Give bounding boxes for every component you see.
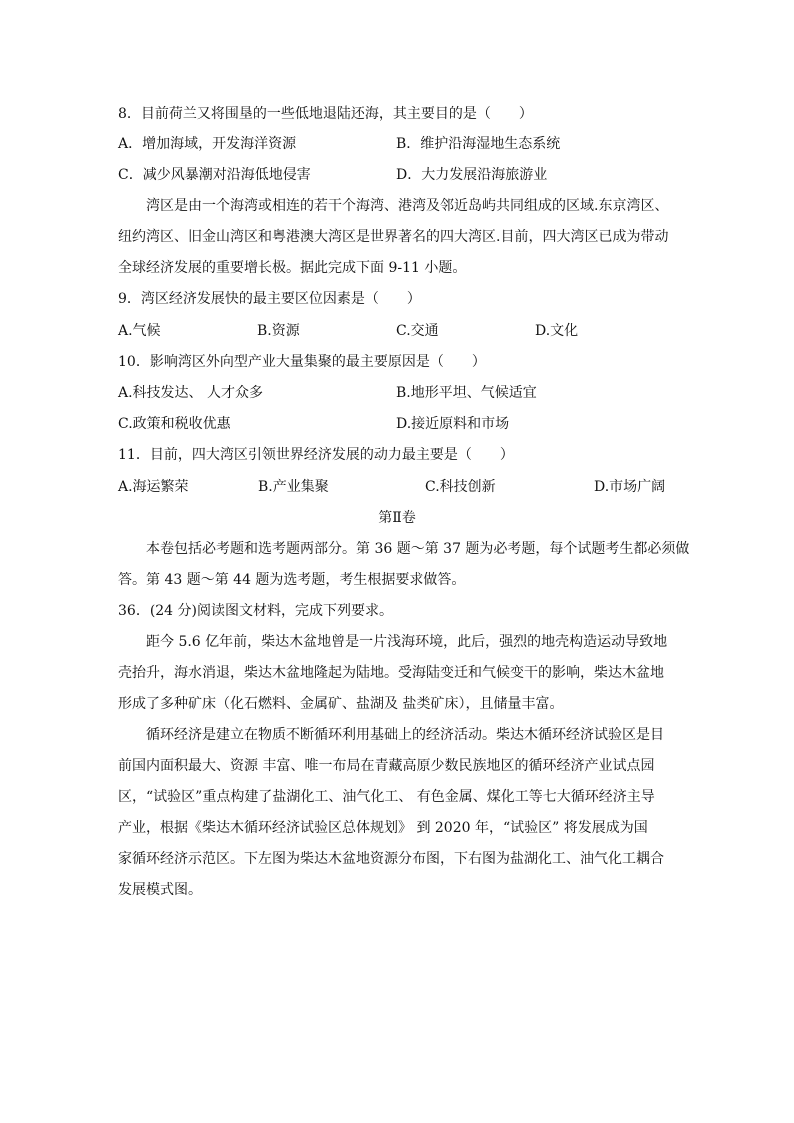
q10-option-b: B.地形平坦、气候适宜 (396, 385, 537, 401)
q36-para1-line-3: 形成了多种矿床（化石燃料、金属矿、盐湖及 盐类矿床），且储量丰富。 (118, 696, 564, 712)
q36-para2-line-5: 家循环经济示范区。下左图为柴达木盆地资源分布图，下右图为盐湖化工、油气化工耦合 (118, 851, 664, 867)
q9-option-c: C.交通 (396, 323, 439, 339)
q36-para2-line-4: 产业，根据《柴达木循环经济试验区总体规划》 到 2020 年，“试验区” 将发展成为国 (118, 820, 648, 836)
passage1-line-3: 全球经济发展的重要增长极。据此完成下面 9-11 小题。 (118, 260, 467, 276)
q10-option-c: C.政策和税收优惠 (118, 416, 231, 432)
q10-stem: 10．影响湾区外向型产业大量集聚的最主要原因是（ ） (118, 354, 486, 370)
q8-option-b: B．维护沿海湿地生态系统 (396, 136, 561, 152)
q36-para2-line-6: 发展模式图。 (118, 882, 202, 898)
section2-intro-line-2: 答。第 43 题～第 44 题为选考题，考生根据要求做答。 (118, 572, 466, 588)
q36-stem: 36．(24 分)阅读图文材料，完成下列要求。 (118, 603, 394, 619)
passage1-line-2: 纽约湾区、旧金山湾区和粤港澳大湾区是世界著名的四大湾区.目前，四大湾区已成为带动 (118, 229, 669, 245)
q36-para2-line-1: 循环经济是建立在物质不断循环利用基础上的经济活动。柴达木循环经济试验区是目 (146, 727, 664, 743)
q8-option-a: A．增加海域，开发海洋资源 (118, 136, 297, 152)
q9-option-b: B.资源 (257, 323, 300, 339)
q10-option-d: D.接近原料和市场 (396, 416, 510, 432)
q8-option-d: D．大力发展沿海旅游业 (396, 167, 548, 183)
q11-option-c: C.科技创新 (425, 479, 496, 495)
q9-stem: 9．湾区经济发展快的最主要区位因素是（ ） (118, 291, 421, 307)
q36-para1-line-2: 壳抬升，海水消退，柴达木盆地隆起为陆地。受海陆变迁和气候变干的影响，柴达木盆地 (118, 665, 664, 681)
q10-option-a: A.科技发达、 人才众多 (118, 385, 264, 401)
passage1-line-1: 湾区是由一个海湾或相连的若干个海湾、港湾及邻近岛屿共同组成的区域.东京湾区、 (146, 198, 669, 214)
section2-intro-line-1: 本卷包括必考题和选考题两部分。第 36 题～第 37 题为必考题，每个试题考生都必须做 (146, 541, 690, 557)
q11-option-b: B.产业集聚 (258, 479, 329, 495)
q8-stem: 8．目前荷兰又将围垦的一些低地退陆还海，其主要目的是（ ） (118, 106, 533, 122)
q36-para1-line-1: 距今 5.6 亿年前，柴达木盆地曾是一片浅海环境，此后，强烈的地壳构造运动导致地 (146, 634, 668, 650)
q9-option-d: D.文化 (535, 323, 579, 339)
section2-title: 第Ⅱ卷 (378, 510, 416, 526)
q9-option-a: A.气候 (118, 323, 161, 339)
q11-stem: 11．目前，四大湾区引领世界经济发展的动力最主要是（ ） (118, 447, 514, 463)
q11-option-a: A.海运繁荣 (118, 479, 189, 495)
q8-option-c: C．减少风暴潮对沿海低地侵害 (118, 167, 311, 183)
q36-para2-line-3: 区，“试验区”重点构建了盐湖化工、油气化工、 有色金属、煤化工等七大循环经济主导 (118, 789, 655, 805)
q36-para2-line-2: 前国内面积最大、资源 丰富、唯一布局在青藏高原少数民族地区的循环经济产业试点园 (118, 758, 655, 774)
q11-option-d: D.市场广阔 (594, 479, 666, 495)
